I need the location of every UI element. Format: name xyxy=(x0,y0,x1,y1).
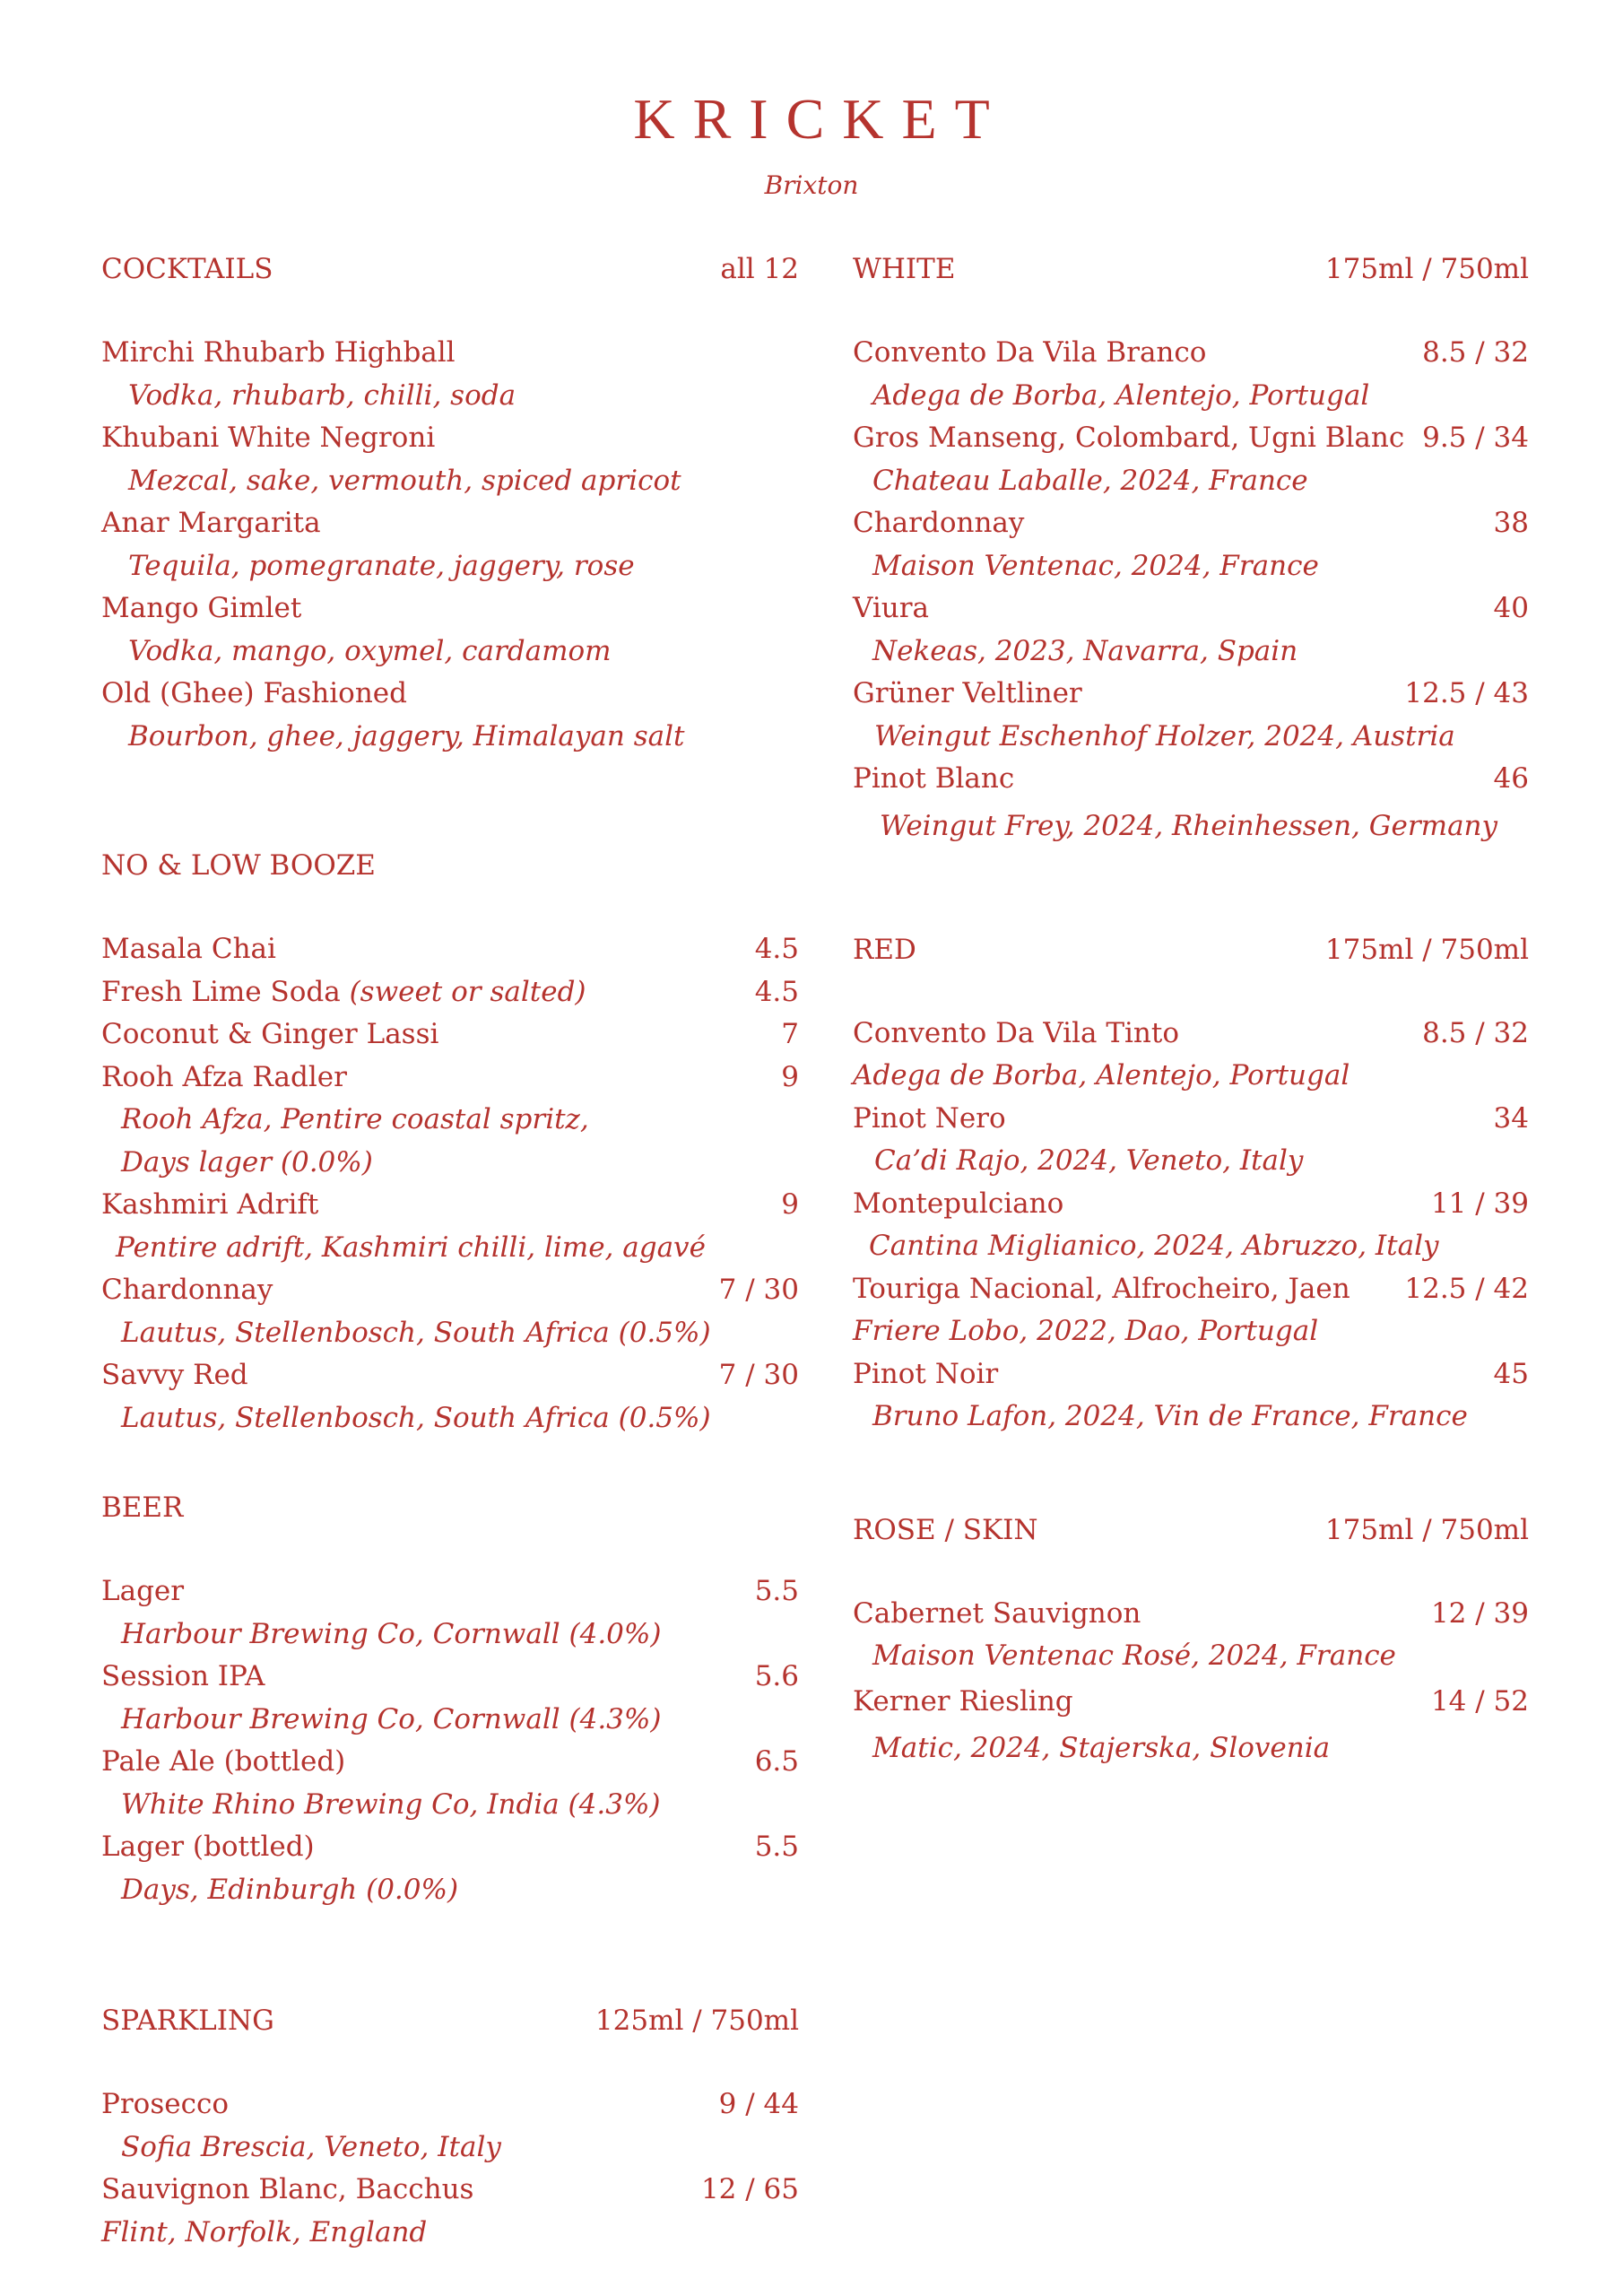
menu-item xyxy=(101,587,799,631)
item-price: 5.5 xyxy=(754,1575,799,1607)
item-description: Lautus, Stellenbosch, South Africa (0.5%) xyxy=(121,1401,711,1434)
item-description: Sofia Brescia, Veneto, Italy xyxy=(121,2130,501,2163)
item-name: Rooh Afza Radler xyxy=(101,1060,347,1093)
menu-item xyxy=(853,332,1529,375)
section-sizes: 175ml / 750ml xyxy=(1324,933,1529,966)
item-description: Flint, Norfolk, England xyxy=(101,2215,428,2248)
item-price: 9 xyxy=(781,1188,799,1221)
menu-item xyxy=(101,928,799,971)
item-name: Chardonnay xyxy=(853,507,1025,539)
item-description: Tequila, pomegranate, jaggery, rose xyxy=(128,549,635,582)
menu-item xyxy=(101,1656,799,1699)
section-heading xyxy=(853,248,1529,291)
item-name: Lager xyxy=(101,1575,185,1607)
menu-item xyxy=(101,971,799,1014)
item-name: Pale Ale (bottled) xyxy=(101,1745,346,1778)
item-name: Session IPA xyxy=(101,1660,265,1692)
item-price: 38 xyxy=(1493,507,1529,539)
item-description: Bruno Lafon, 2024, Vin de France, France xyxy=(872,1400,1468,1432)
section-red xyxy=(853,928,1529,1439)
item-name: Mango Gimlet xyxy=(101,592,302,624)
item-description: Harbour Brewing Co, Cornwall (4.3%) xyxy=(121,1702,662,1735)
item-price: 4.5 xyxy=(754,933,799,965)
section-title: NO & LOW BOOZE xyxy=(101,849,376,882)
item-price: 8.5 / 32 xyxy=(1422,336,1529,369)
item-name: Prosecco xyxy=(101,2088,229,2120)
section-sizes: 175ml / 750ml xyxy=(1324,1513,1529,1546)
menu-item xyxy=(101,1013,799,1057)
menu-item xyxy=(853,587,1529,631)
menu-item xyxy=(101,673,799,716)
item-description: Weingut Frey, 2024, Rheinhessen, Germany xyxy=(880,809,1498,842)
item-description: Rooh Afza, Pentire coastal spritz, xyxy=(121,1103,589,1135)
section-beer xyxy=(101,1486,799,1911)
section-heading xyxy=(101,1486,799,1529)
menu-item xyxy=(853,758,1529,801)
section-cocktails xyxy=(101,248,799,758)
item-note: (sweet or salted) xyxy=(349,975,586,1008)
section-price-note: all 12 xyxy=(720,253,799,285)
item-name: Pinot Blanc xyxy=(853,762,1015,795)
item-name: Grüner Veltliner xyxy=(853,677,1082,709)
menu-item xyxy=(101,332,799,375)
section-title: ROSE / SKIN xyxy=(853,1513,1038,1546)
item-description: Lautus, Stellenbosch, South Africa (0.5%) xyxy=(121,1316,711,1349)
item-description: Maison Ventenac, 2024, France xyxy=(872,549,1319,582)
item-name: Touriga Nacional, Alfrocheiro, Jaen xyxy=(853,1272,1350,1305)
item-name: Fresh Lime Soda xyxy=(101,975,350,1008)
item-name: Mirchi Rhubarb Highball xyxy=(101,336,456,369)
item-description: Bourbon, ghee, jaggery, Himalayan salt xyxy=(128,719,685,752)
item-description: Adega de Borba, Alentejo, Portugal xyxy=(872,378,1370,412)
item-price: 46 xyxy=(1493,762,1529,795)
item-name: Khubani White Negroni xyxy=(101,422,436,454)
section-heading xyxy=(101,844,799,887)
menu-header xyxy=(0,88,1623,200)
item-name: Old (Ghee) Fashioned xyxy=(101,677,407,709)
menu-item xyxy=(101,1354,799,1397)
item-description: Nekeas, 2023, Navarra, Spain xyxy=(872,634,1298,667)
restaurant-logo: KRICKET xyxy=(633,87,1008,151)
section-heading xyxy=(853,1509,1529,1552)
menu-item xyxy=(101,502,799,545)
item-name: Kerner Riesling xyxy=(853,1684,1073,1718)
section-sparkling xyxy=(101,1999,799,2254)
item-description: Weingut Eschenhof Holzer, 2024, Austria xyxy=(874,719,1455,752)
location-subtitle: Brixton xyxy=(764,170,859,200)
item-name: Sauvignon Blanc, Bacchus xyxy=(101,2173,474,2205)
menu-item xyxy=(853,1353,1529,1396)
section-heading xyxy=(853,928,1529,971)
item-price: 5.6 xyxy=(754,1660,799,1692)
item-price: 7 xyxy=(781,1018,799,1050)
section-title: WHITE xyxy=(853,253,956,285)
item-description: Matic, 2024, Stajerska, Slovenia xyxy=(872,1731,1331,1764)
section-sizes: 175ml / 750ml xyxy=(1324,253,1529,285)
item-name: Lager (bottled) xyxy=(101,1831,315,1863)
item-name: Masala Chai xyxy=(101,933,276,965)
item-name: Savvy Red xyxy=(101,1359,248,1391)
item-name: Anar Margarita xyxy=(101,507,321,539)
section-heading xyxy=(101,248,799,291)
item-price: 12 / 65 xyxy=(700,2173,799,2205)
item-description: Days lager (0.0%) xyxy=(121,1145,373,1178)
menu-item xyxy=(101,2169,799,2212)
item-description: Ca’di Rajo, 2024, Veneto, Italy xyxy=(874,1144,1304,1177)
item-price: 34 xyxy=(1493,1101,1529,1135)
section-heading xyxy=(101,1999,799,2042)
item-price: 9 xyxy=(781,1060,799,1093)
item-description: Friere Lobo, 2022, Dao, Portugal xyxy=(853,1315,1319,1347)
item-description: Maison Ventenac Rosé, 2024, France xyxy=(872,1639,1396,1672)
menu-item xyxy=(853,1013,1529,1056)
item-name: Montepulciano xyxy=(853,1187,1064,1220)
item-price: 11 / 39 xyxy=(1430,1187,1529,1220)
menu-item xyxy=(853,1268,1529,1311)
item-name: Pinot Nero xyxy=(853,1101,1006,1135)
section-white xyxy=(853,248,1529,851)
menu-item xyxy=(101,1057,799,1100)
item-name: Gros Manseng, Colombard, Ugni Blanc xyxy=(853,422,1405,454)
menu-item xyxy=(853,417,1529,460)
item-name: Convento Da Vila Branco xyxy=(853,336,1207,369)
section-title: SPARKLING xyxy=(101,2005,274,2037)
item-price: 9 / 44 xyxy=(718,2088,799,2120)
item-price: 8.5 / 32 xyxy=(1422,1016,1529,1049)
menu-item xyxy=(853,1098,1529,1141)
item-name: Pinot Noir xyxy=(853,1357,999,1390)
menu-item xyxy=(101,1184,799,1227)
item-price: 6.5 xyxy=(754,1745,799,1778)
item-description: Mezcal, sake, vermouth, spiced apricot xyxy=(128,464,681,497)
menu-item xyxy=(101,1741,799,1784)
menu-item xyxy=(101,1570,799,1613)
item-description: Cantina Miglianico, 2024, Abruzzo, Italy xyxy=(869,1230,1439,1262)
menu-item xyxy=(101,2083,799,2126)
item-price: 14 / 52 xyxy=(1430,1684,1529,1718)
item-description: Vodka, mango, oxymel, cardamom xyxy=(128,634,612,667)
menu-item xyxy=(101,417,799,460)
item-name: Cabernet Sauvignon xyxy=(853,1596,1141,1630)
section-title: RED xyxy=(853,933,916,966)
item-description: Adega de Borba, Alentejo, Portugal xyxy=(853,1059,1350,1091)
item-price: 9.5 / 34 xyxy=(1422,422,1529,454)
item-description: Chateau Laballe, 2024, France xyxy=(872,464,1308,497)
menu-item xyxy=(101,1826,799,1869)
item-description: Pentire adrift, Kashmiri chilli, lime, agavé xyxy=(116,1231,706,1264)
section-sizes: 125ml / 750ml xyxy=(595,2005,799,2037)
item-name: Chardonnay xyxy=(101,1274,273,1306)
item-name: Viura xyxy=(853,592,930,624)
item-price: 12.5 / 43 xyxy=(1404,677,1529,709)
item-price: 5.5 xyxy=(754,1831,799,1863)
menu-item xyxy=(853,1183,1529,1226)
item-name: Coconut & Ginger Lassi xyxy=(101,1018,439,1050)
section-no-low-booze xyxy=(101,844,799,1439)
menu-item xyxy=(853,1593,1529,1636)
item-price: 12.5 / 42 xyxy=(1404,1272,1529,1305)
item-description: Harbour Brewing Co, Cornwall (4.0%) xyxy=(121,1617,662,1650)
item-price: 45 xyxy=(1493,1357,1529,1390)
item-description: Vodka, rhubarb, chilli, soda xyxy=(128,378,516,412)
item-price: 7 / 30 xyxy=(718,1359,799,1391)
item-price: 12 / 39 xyxy=(1430,1596,1529,1630)
menu-item xyxy=(853,1678,1529,1725)
section-rose-skin xyxy=(853,1509,1529,1771)
item-price: 7 / 30 xyxy=(718,1274,799,1306)
item-price: 40 xyxy=(1493,592,1529,624)
item-description: White Rhino Brewing Co, India (4.3%) xyxy=(121,1787,661,1821)
item-description: Days, Edinburgh (0.0%) xyxy=(121,1873,459,1906)
menu-item xyxy=(101,1269,799,1312)
item-price: 4.5 xyxy=(754,975,799,1008)
left-column xyxy=(101,248,799,2254)
item-name: Convento Da Vila Tinto xyxy=(853,1016,1180,1049)
right-column xyxy=(853,248,1529,1771)
section-title: BEER xyxy=(101,1492,184,1524)
menu-item xyxy=(853,502,1529,545)
item-name: Kashmiri Adrift xyxy=(101,1188,319,1221)
section-title: COCKTAILS xyxy=(101,253,273,285)
menu-item xyxy=(853,673,1529,716)
